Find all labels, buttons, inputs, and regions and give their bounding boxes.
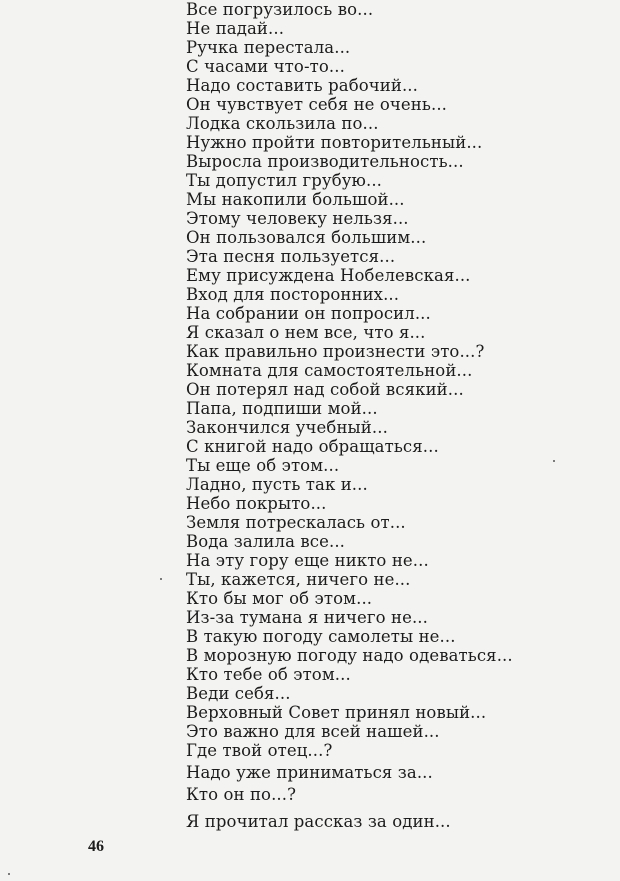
sentence-line: Он пользовался большим... bbox=[186, 228, 427, 247]
sentence-line: Я сказал о нем все, что я... bbox=[186, 323, 426, 342]
sentence-line: Я прочитал рассказ за один... bbox=[186, 812, 451, 831]
sentence-line: Ты, кажется, ничего не... bbox=[186, 570, 411, 589]
sentence-line: Ему присуждена Нобелевская... bbox=[186, 266, 471, 285]
sentence-line: На собрании он попросил... bbox=[186, 304, 431, 323]
sentence-line: Ручка перестала... bbox=[186, 38, 351, 57]
sentence-line: Из-за тумана я ничего не... bbox=[186, 608, 428, 627]
print-speck bbox=[553, 460, 555, 462]
sentence-line: Лодка скользила по... bbox=[186, 114, 379, 133]
sentence-line: Ты еще об этом... bbox=[186, 456, 340, 475]
sentence-line: На эту гору еще никто не... bbox=[186, 551, 429, 570]
sentence-line: С книгой надо обращаться... bbox=[186, 437, 439, 456]
sentence-list bbox=[186, 0, 606, 831]
sentence-line: Комната для самостоятельной... bbox=[186, 361, 473, 380]
sentence-line: Верховный Совет принял новый... bbox=[186, 703, 487, 722]
sentence-line: Надо составить рабочий... bbox=[186, 76, 418, 95]
sentence-line: Нужно пройти повторительный... bbox=[186, 133, 483, 152]
sentence-line: С часами что-то... bbox=[186, 57, 345, 76]
sentence-line: Земля потрескалась от... bbox=[186, 513, 406, 532]
sentence-line: Эта песня пользуется... bbox=[186, 247, 396, 266]
sentence-line: Это важно для всей нашей... bbox=[186, 722, 440, 741]
sentence-line: Он потерял над собой всякий... bbox=[186, 380, 464, 399]
sentence-line: Как правильно произнести это...? bbox=[186, 342, 485, 361]
sentence-line: Все погрузилось во... bbox=[186, 0, 374, 19]
sentence-line: Мы накопили большой... bbox=[186, 190, 405, 209]
sentence-line: Надо уже приниматься за... bbox=[186, 763, 433, 782]
sentence-line: Не падай... bbox=[186, 19, 285, 38]
sentence-line: Этому человеку нельзя... bbox=[186, 209, 409, 228]
sentence-line: В такую погоду самолеты не... bbox=[186, 627, 456, 646]
sentence-line: Веди себя... bbox=[186, 684, 291, 703]
sentence-line: Где твой отец...? bbox=[186, 741, 333, 760]
sentence-line: Ладно, пусть так и... bbox=[186, 475, 368, 494]
sentence-line: Кто он по...? bbox=[186, 785, 297, 804]
page-number: 46 bbox=[88, 838, 104, 855]
sentence-line: Выросла производительность... bbox=[186, 152, 464, 171]
sentence-line: Вход для посторонних... bbox=[186, 285, 400, 304]
sentence-line: Небо покрыто... bbox=[186, 494, 327, 513]
sentence-line: В морозную погоду надо одеваться... bbox=[186, 646, 513, 665]
sentence-line: Папа, подпиши мой... bbox=[186, 399, 378, 418]
sentence-line: Вода залила все... bbox=[186, 532, 346, 551]
sentence-line: Кто бы мог об этом... bbox=[186, 589, 373, 608]
sentence-line: Он чувствует себя не очень... bbox=[186, 95, 448, 114]
sentence-line: Ты допустил грубую... bbox=[186, 171, 383, 190]
sentence-line: Закончился учебный... bbox=[186, 418, 388, 437]
print-speck bbox=[160, 578, 162, 580]
sentence-line: Кто тебе об этом... bbox=[186, 665, 351, 684]
print-speck bbox=[8, 873, 10, 875]
